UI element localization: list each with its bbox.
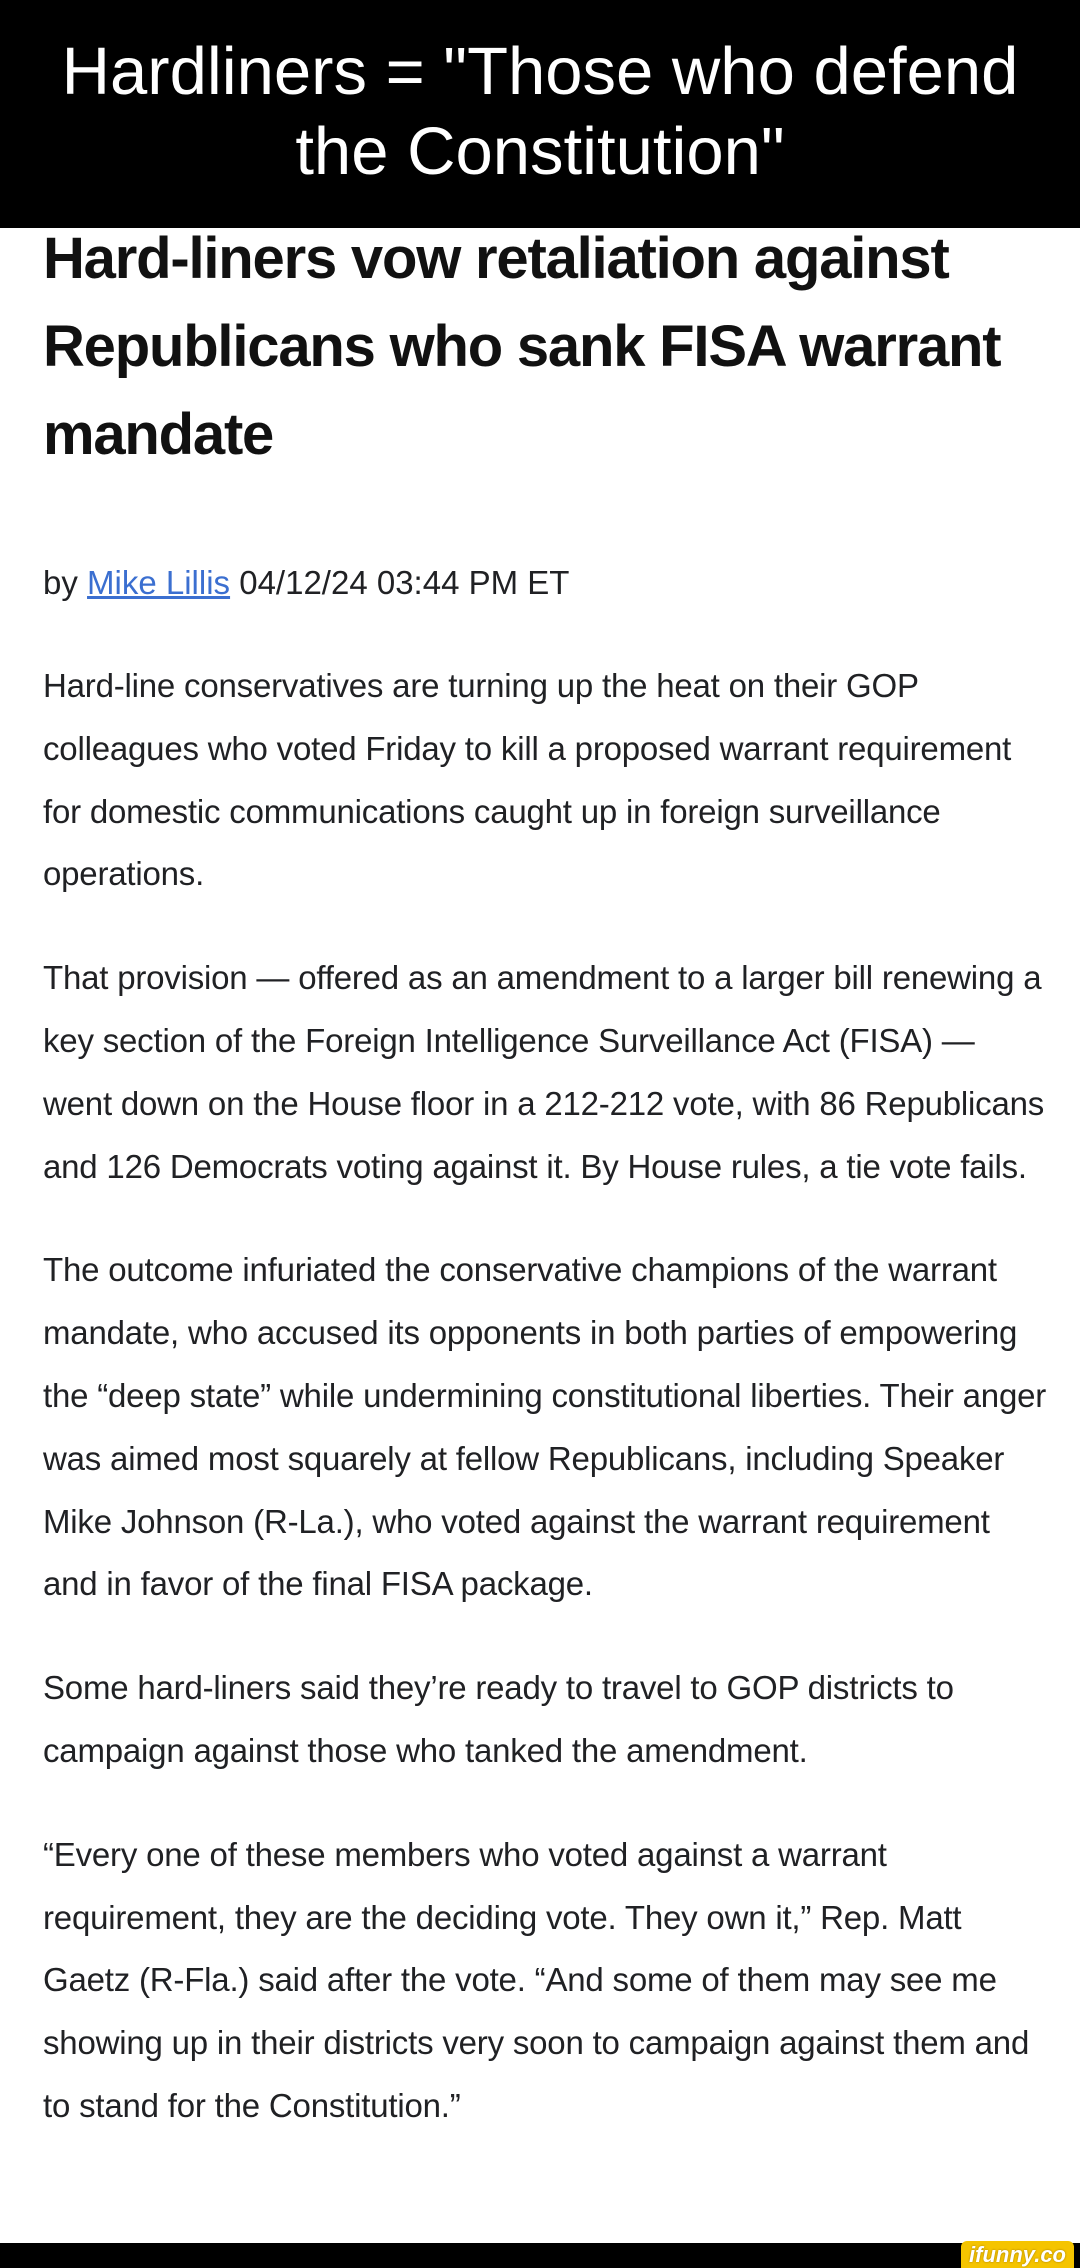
article-headline: Hard-liners vow retaliation against Republicans who sank FISA warrant mandate <box>43 226 1001 467</box>
ifunny-watermark: ifunny.co <box>961 2241 1074 2268</box>
byline-prefix: by <box>43 564 88 601</box>
author-link[interactable]: Mike Lillis <box>87 564 231 601</box>
byline <box>43 559 1048 607</box>
article <box>43 215 1048 2138</box>
footer-bar <box>0 2243 1080 2268</box>
article-paragraph: Hard-line conservatives are turning up the heat on their GOP colleagues who voted Friday to kill a proposed warrant requirement for domestic communications caught up in foreign surveillance operations. <box>43 667 1012 893</box>
article-paragraph: The outcome infuriated the conservative champions of the warrant mandate, who accused its opponents in both parties of empowering the “deep state” while undermining constitutional liberties. Their anger was aimed most squarely at fellow Republicans, including Speaker Mike Johnson (R-La.), who voted against the warrant requirement and in favor of the final FISA package. <box>43 1251 1047 1603</box>
caption-line-2: the Constitution" <box>295 114 785 189</box>
byline-datetime: 04/12/24 03:44 PM ET <box>230 564 570 601</box>
meme-caption <box>0 0 1080 228</box>
article-paragraph: Some hard-liners said they’re ready to travel to GOP districts to campaign against those who tanked the amendment. <box>43 1669 954 1769</box>
caption-line-1: Hardliners = "Those who defend <box>61 34 1019 109</box>
article-paragraph: That provision — offered as an amendment to a larger bill renewing a key section of the Foreign Intelligence Surveillance Act (FISA) — went down on the House floor in a 212-212 vote, with 86 Republicans and 126 Democrats voting against it. By House rules, a tie vote fails. <box>43 959 1045 1185</box>
article-paragraph: “Every one of these members who voted against a warrant requirement, they are the deciding vote. They own it,” Rep. Matt Gaetz (R-Fla.) said after the vote. “And some of them may see me showing up in their districts very soon to campaign against them and to stand for the Constitution.” <box>43 1835 1030 2124</box>
